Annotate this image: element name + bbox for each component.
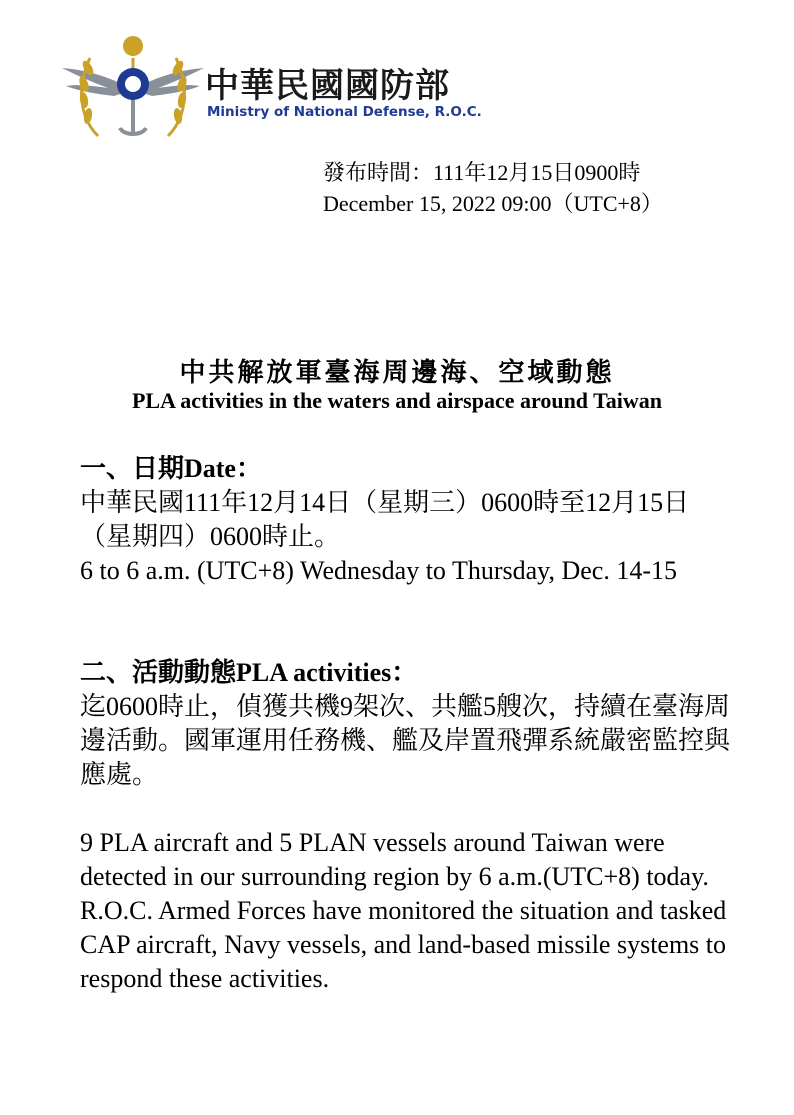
release-time-zh: 發布時間：111年12月15日0900時 (323, 160, 641, 185)
date-text-zh: 中華民國111年12月14日（星期三）0600時至12月15日（星期四）0600時止。 (80, 488, 690, 551)
activity-text-en: 9 PLA aircraft and 5 PLAN vessels around Taiwan were detected in our surrounding region by 6 a.m.(UTC+8) today. R.O.C. Armed Forces have monitored the situation and tasked CAP aircraft, Navy vessels, and land-based missile systems to respond these activities. (80, 828, 727, 993)
date-text-en: 6 to 6 a.m. (UTC+8) Wednesday to Thursday, Dec. 14-15 (80, 556, 677, 585)
org-name-zh: 中華民國國防部 (205, 66, 450, 106)
release-time-en: December 15, 2022 09:00（UTC+8） (323, 191, 663, 216)
date-section (80, 452, 740, 588)
activity-heading: 二、活動動態PLA activities： (80, 658, 418, 687)
page-title-en: PLA activities in the waters and airspace around Taiwan (131, 388, 663, 413)
activity-text-zh: 迄0600時止，偵獲共機9架次、共艦5艘次，持續在臺海周邊活動。國軍運用任務機、艦及岸置飛彈系統嚴密監控與應處。 (80, 692, 731, 789)
release-info (323, 157, 663, 219)
date-heading: 一、日期Date： (80, 454, 262, 483)
mnd-emblem-icon (58, 28, 208, 146)
activity-section (80, 656, 740, 996)
page-title-zh: 中共解放軍臺海周邊海、空域動態 (179, 358, 615, 387)
org-name-en: Ministry of National Defense, R.O.C. (207, 104, 482, 120)
